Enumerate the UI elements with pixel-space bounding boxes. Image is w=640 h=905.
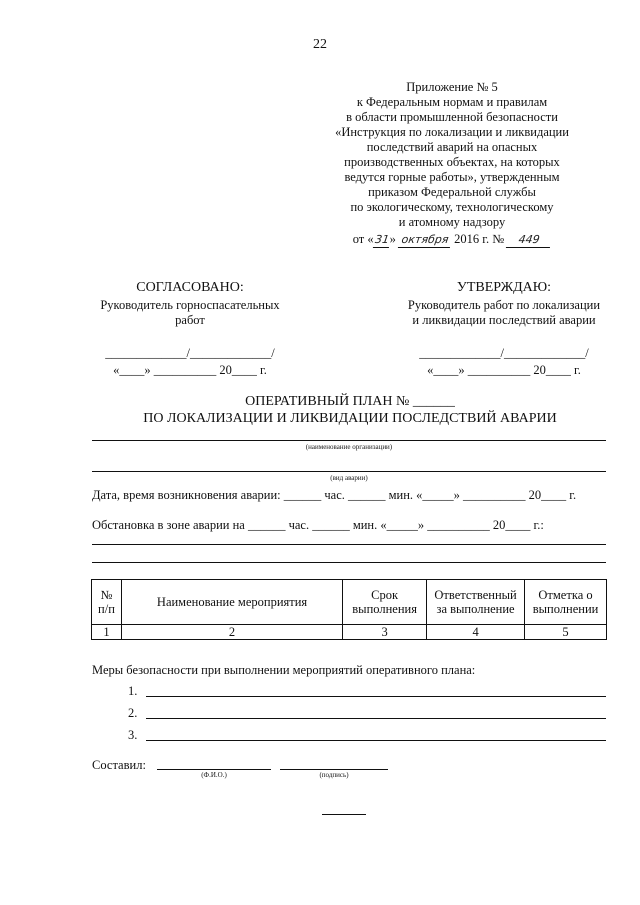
table-number-cell: 2 bbox=[121, 625, 342, 640]
date-prefix: от « bbox=[352, 232, 374, 246]
situation-underline bbox=[92, 562, 606, 563]
approved-signature-line: _____________/_____________/ bbox=[419, 346, 589, 360]
appendix-line: ведутся горные работы», утвержденным bbox=[344, 170, 560, 184]
appendix-line: последствий аварий на опасных bbox=[366, 140, 538, 154]
measures-heading: Меры безопасности при выполнении мероприятий оперативного плана: bbox=[92, 663, 476, 677]
measure-underline bbox=[146, 718, 606, 719]
table-header-cell: Срок выполнения bbox=[343, 580, 427, 625]
agreed-position-line: работ bbox=[175, 313, 205, 327]
appendix-line: приказом Федеральной службы bbox=[368, 185, 536, 199]
table-header-cell: № п/п bbox=[92, 580, 122, 625]
compiled-by-label: Составил: bbox=[92, 758, 146, 772]
agreed-date-line: «____» __________ 20____ г. bbox=[113, 363, 267, 377]
appendix-line: Приложение № 5 bbox=[406, 80, 498, 94]
organization-underline bbox=[92, 440, 606, 441]
appendix-line: и атомному надзору bbox=[398, 215, 506, 229]
organization-caption: (наименование организации) bbox=[305, 443, 393, 451]
agreed-signature-line: _____________/_____________/ bbox=[105, 346, 275, 360]
plan-table bbox=[91, 579, 607, 640]
document-title bbox=[90, 393, 610, 427]
appendix-line: по экологическому, технологическому bbox=[350, 200, 554, 214]
signature-caption: (подпись) bbox=[319, 771, 349, 779]
measure-number: 3. bbox=[128, 728, 138, 742]
table-number-cell: 3 bbox=[343, 625, 427, 640]
date-year: 2016 г. № bbox=[454, 232, 505, 246]
table-number-cell: 5 bbox=[525, 625, 607, 640]
end-separator bbox=[322, 814, 366, 815]
fio-caption: (Ф.И.О.) bbox=[201, 771, 227, 779]
fio-underline bbox=[157, 769, 271, 770]
approved-position-line: и ликвидации последствий аварии bbox=[412, 313, 596, 327]
signature-underline bbox=[280, 769, 388, 770]
approved-block bbox=[392, 279, 616, 378]
agreed-heading: СОГЛАСОВАНО: bbox=[136, 280, 244, 295]
appendix-date-line bbox=[322, 232, 582, 248]
handwritten-day: 31 bbox=[373, 233, 390, 246]
agreed-position-line: Руководитель горноспасательных bbox=[100, 298, 280, 312]
situation-line: Обстановка в зоне аварии на ______ час. ______ мин. «_____» __________ 20____ г.: bbox=[92, 518, 544, 532]
approved-date-line: «____» __________ 20____ г. bbox=[427, 363, 581, 377]
accident-time-line: Дата, время возникновения аварии: ______ час. ______ мин. «_____» __________ 20____ г. bbox=[92, 488, 577, 502]
page-number: 22 bbox=[313, 37, 327, 52]
agreed-block bbox=[80, 279, 300, 378]
accident-type-caption: (вид аварии) bbox=[330, 474, 368, 482]
table-header-cell: Ответственный за выполнение bbox=[427, 580, 525, 625]
appendix-block bbox=[322, 80, 582, 248]
title-line-2: ПО ЛОКАЛИЗАЦИИ И ЛИКВИДАЦИИ ПОСЛЕДСТВИЙ АВАРИИ bbox=[143, 411, 557, 426]
title-line-1: ОПЕРАТИВНЫЙ ПЛАН № ______ bbox=[245, 394, 455, 409]
table-header-cell: Наименование мероприятия bbox=[121, 580, 342, 625]
measure-number: 1. bbox=[128, 684, 138, 698]
table-header-row bbox=[92, 580, 607, 625]
approved-position-line: Руководитель работ по локализации bbox=[407, 298, 601, 312]
handwritten-month: октября bbox=[398, 232, 452, 248]
appendix-line: в области промышленной безопасности bbox=[346, 110, 558, 124]
table-number-cell: 4 bbox=[427, 625, 525, 640]
appendix-line: к Федеральным нормам и правилам bbox=[356, 95, 548, 109]
date-quote: » bbox=[389, 232, 396, 246]
appendix-line: «Инструкция по локализации и ликвидации bbox=[335, 125, 569, 139]
appendix-line: производственных объектах, на которых bbox=[344, 155, 560, 169]
approved-heading: УТВЕРЖДАЮ: bbox=[456, 280, 552, 295]
measure-underline bbox=[146, 696, 606, 697]
accident-type-underline bbox=[92, 471, 606, 472]
measure-underline bbox=[146, 740, 606, 741]
table-header-cell: Отметка о выполнении bbox=[525, 580, 607, 625]
measure-number: 2. bbox=[128, 706, 138, 720]
handwritten-order-number: 449 bbox=[506, 232, 552, 248]
table-number-cell: 1 bbox=[92, 625, 122, 640]
situation-underline bbox=[92, 544, 606, 545]
table-number-row bbox=[92, 625, 607, 640]
